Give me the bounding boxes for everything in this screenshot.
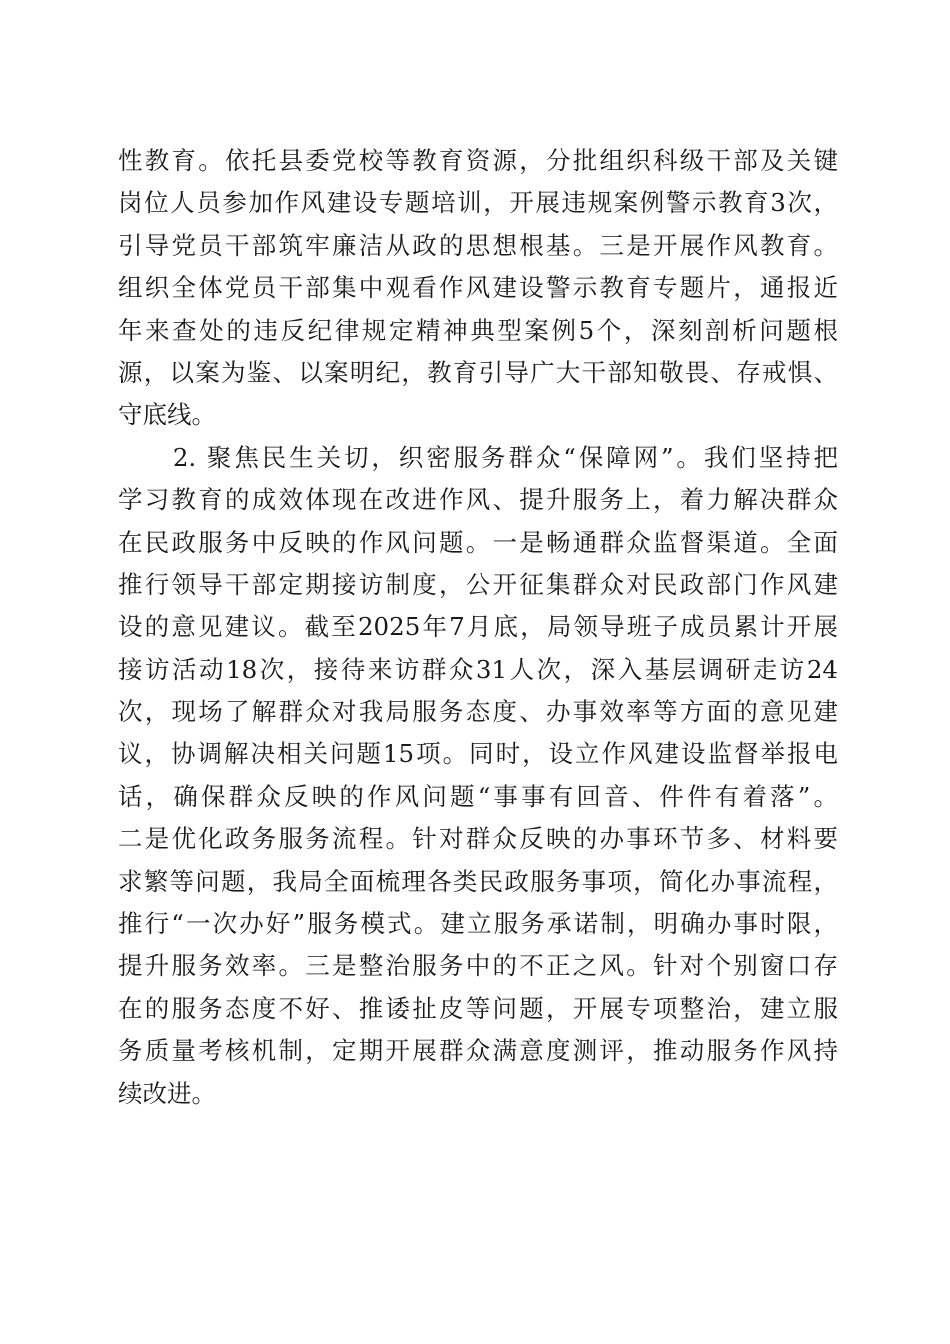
text-line: 次，现场了解群众对我局服务态度、办事效率等方面的意见建 — [118, 697, 838, 727]
text-line: 议，协调解决相关问题15项。同时，设立作风建设监督举报电 — [118, 739, 838, 769]
text-line: 设的意见建议。截至2025年7月底，局领导班子成员累计开展 — [118, 612, 838, 642]
text-line: 在民政服务中反映的作风问题。一是畅通群众监督渠道。全面 — [118, 527, 838, 557]
text-line: 续改进。 — [118, 1078, 216, 1108]
text-line: 岗位人员参加作风建设专题培训，开展违规案例警示教育3次， — [118, 188, 838, 218]
text-line: 年来查处的违反纪律规定精神典型案例5个，深刻剖析问题根 — [118, 315, 838, 345]
text-line: 话，确保群众反映的作风问题“事事有回音、件件有着落”。 — [118, 781, 838, 811]
text-line: 推行“一次办好”服务模式。建立服务承诺制，明确办事时限， — [118, 909, 838, 939]
paragraph-heading-line: 2. 聚焦民生关切，织密服务群众“保障网”。我们坚持把 — [118, 442, 838, 472]
text-line: 引导党员干部筑牢廉洁从政的思想根基。三是开展作风教育。 — [118, 230, 838, 260]
text-line: 学习教育的成效体现在改进作风、提升服务上，着力解决群众 — [118, 485, 838, 515]
text-line: 接访活动18次，接待来访群众31人次，深入基层调研走访24 — [118, 654, 838, 684]
body-text — [118, 140, 838, 1115]
text-line: 守底线。 — [118, 400, 216, 430]
text-line: 务质量考核机制，定期开展群众满意度测评，推动服务作风持 — [118, 1036, 838, 1066]
text-line: 源，以案为鉴、以案明纪，教育引导广大干部知敬畏、存戒惧、 — [118, 357, 838, 387]
text-line: 提升服务效率。三是整治服务中的不正之风。针对个别窗口存 — [118, 951, 838, 981]
text-line: 推行领导干部定期接访制度，公开征集群众对民政部门作风建 — [118, 569, 838, 599]
text-line: 组织全体党员干部集中观看作风建设警示教育专题片，通报近 — [118, 273, 838, 303]
text-line: 求繁等问题，我局全面梳理各类民政服务事项，简化办事流程， — [118, 866, 838, 896]
text-line: 性教育。依托县委党校等教育资源，分批组织科级干部及关键 — [118, 146, 838, 175]
text-line: 在的服务态度不好、推诿扯皮等问题，开展专项整治，建立服 — [118, 993, 838, 1023]
text-line: 二是优化政务服务流程。针对群众反映的办事环节多、材料要 — [118, 824, 838, 854]
